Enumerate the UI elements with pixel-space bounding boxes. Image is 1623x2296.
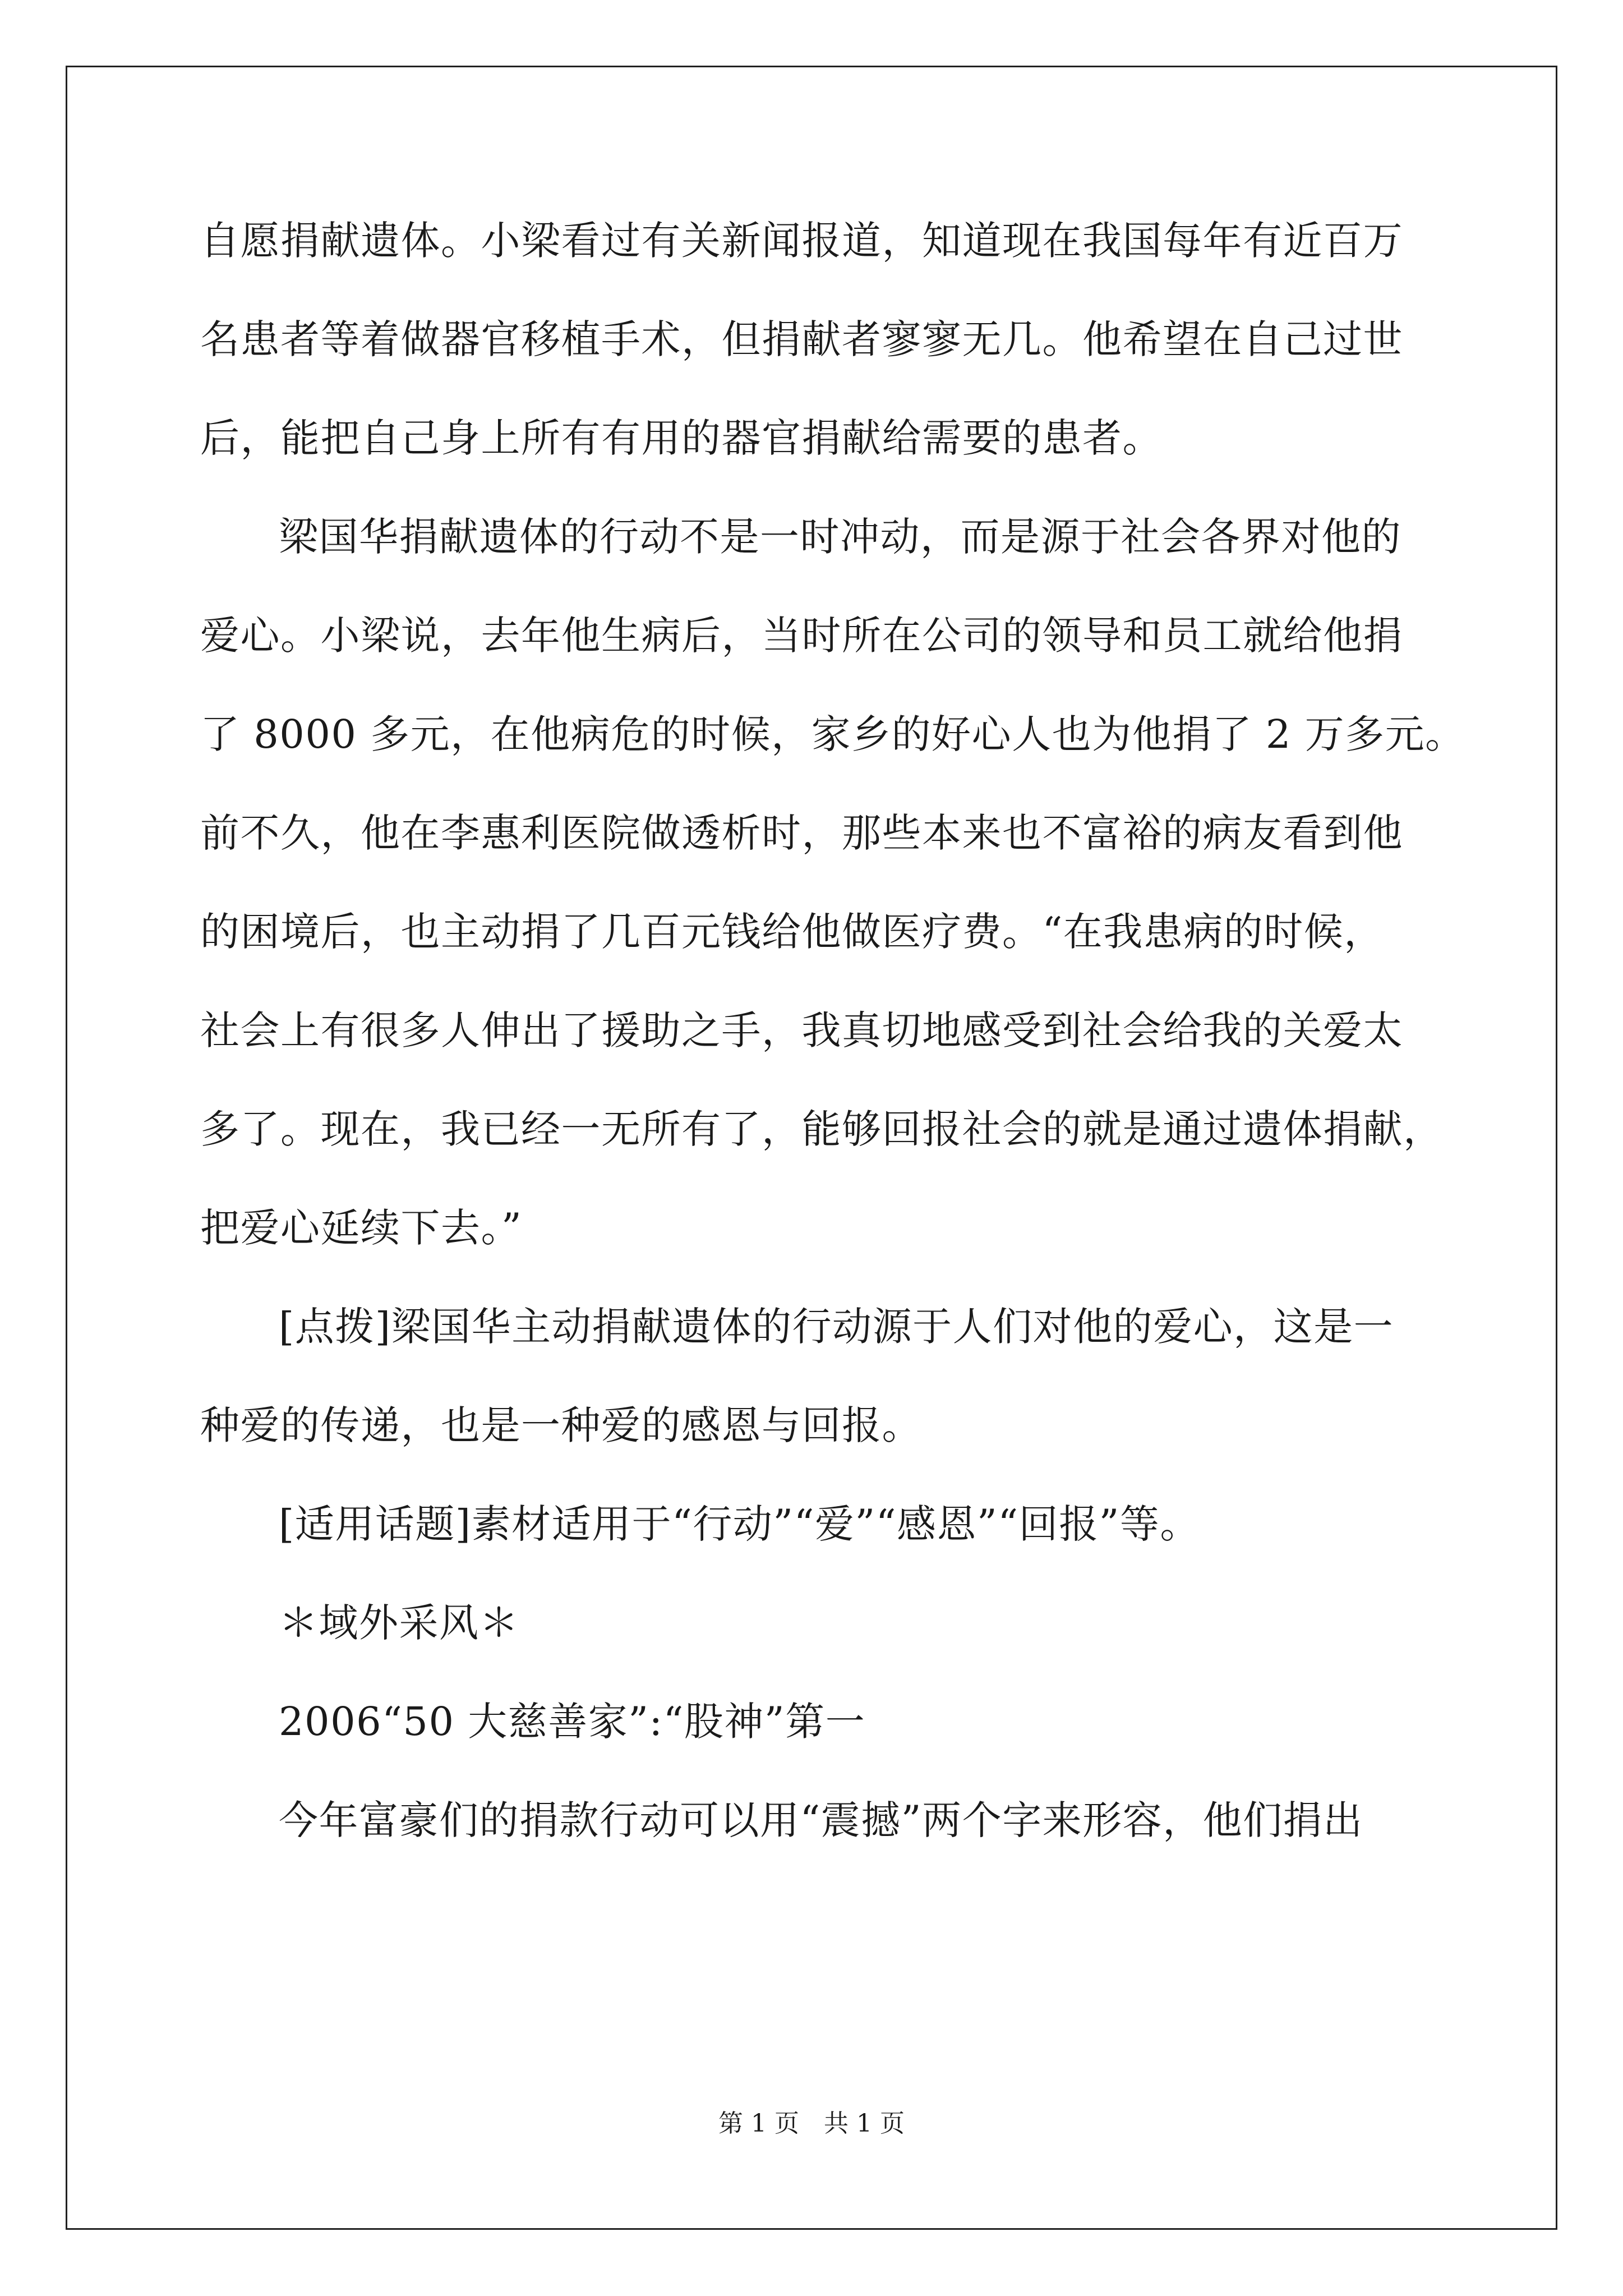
text-line: 多了。现在，我已经一无所有了，能够回报社会的就是通过遗体捐献， xyxy=(200,1106,1444,1152)
text-line: 名患者等着做器官移植手术，但捐献者寥寥无几。他希望在自己过世 xyxy=(200,316,1403,362)
text-line: 前不久，他在李惠利医院做透析时，那些本来也不富裕的病友看到他 xyxy=(200,810,1403,856)
article-title: 2006“50 大慈善家”:“股神”第一 xyxy=(279,1699,866,1745)
text-line: 自愿捐献遗体。小梁看过有关新闻报道，知道现在我国每年有近百万 xyxy=(200,218,1403,264)
text-line: 种爱的传递，也是一种爱的感恩与回报。 xyxy=(200,1402,922,1448)
text-line: 的困境后，也主动捐了几百元钱给他做医疗费。“在我患病的时候， xyxy=(200,909,1384,955)
section-heading: ＊域外采风＊ xyxy=(279,1600,519,1646)
text-line: 今年富豪们的捐款行动可以用“震撼”两个字来形容，他们捐出 xyxy=(279,1797,1363,1843)
text-line: 梁国华捐献遗体的行动不是一时冲动，而是源于社会各界对他的 xyxy=(279,514,1401,560)
page-footer: 第 1 页 共 1 页 xyxy=(718,2109,905,2138)
text-line: 了 8000 多元，在他病危的时候，家乡的好心人也为他捐了 2 万多元。 xyxy=(200,711,1465,757)
document-body xyxy=(200,218,1465,1896)
text-line: [点拨]梁国华主动捐献遗体的行动源于人们对他的爱心，这是一 xyxy=(279,1304,1394,1350)
text-line: 爱心。小梁说，去年他生病后，当时所在公司的领导和员工就给他捐 xyxy=(200,613,1403,659)
text-line: 社会上有很多人伸出了援助之手，我真切地感受到社会给我的关爱太 xyxy=(200,1007,1403,1053)
text-line: 后，能把自己身上所有有用的器官捐献给需要的患者。 xyxy=(200,415,1163,461)
text-line: [适用话题]素材适用于“行动”“爱”“感恩”“回报”等。 xyxy=(279,1501,1200,1547)
text-line: 把爱心延续下去。” xyxy=(200,1205,523,1251)
